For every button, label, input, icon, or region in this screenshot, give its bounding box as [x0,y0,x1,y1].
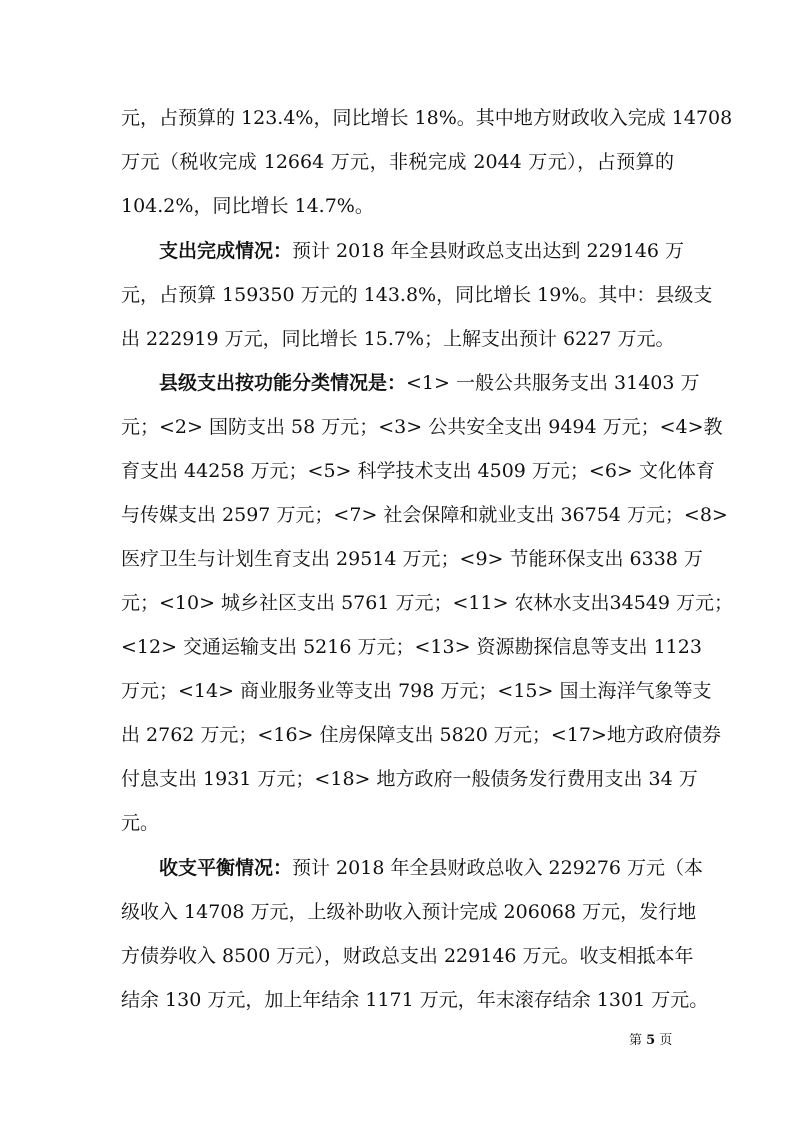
page-footer [629,1032,672,1050]
paragraph-2-line-3: 出 222919 万元，同比增长 15.7%；上解支出预计 6227 万元。 [121,328,675,350]
section-label-expenditure: 支出完成情况： [159,240,293,262]
paragraph-4-line-3: 方债券收入 8500 万元），财政总支出 229146 万元。收支相抵本年 [121,945,694,967]
paragraph-3-line-2: 元；<2> 国防支出 58 万元；<3> 公共安全支出 9494 万元；<4>教 [121,416,723,438]
paragraph-1-line-2: 万元（税收完成 12664 万元，非税完成 2044 万元），占预算的 [121,151,674,173]
paragraph-3-line-1 [159,370,700,396]
paragraph-4-line-2: 级收入 14708 万元，上级补助收入预计完成 206068 万元，发行地 [121,901,697,923]
paragraph-3-line-3: 育支出 44258 万元；<5> 科学技术支出 4509 万元；<6> 文化体育 [121,460,715,482]
paragraph-4-line-1-text: 预计 2018 年全县财政总收入 229276 万元（本 [292,857,704,879]
paragraph-2-line-1 [159,238,685,264]
footer-prefix: 第 [629,1033,643,1048]
paragraph-3-line-4: 与传媒支出 2597 万元；<7> 社会保障和就业支出 36754 万元；<8> [121,504,728,526]
paragraph-4-line-1 [159,855,704,881]
paragraph-3-line-11: 元。 [121,812,160,834]
paragraph-2-line-2: 元，占预算 159350 万元的 143.8%，同比增长 19%。其中：县级支 [121,284,713,306]
paragraph-3-line-9: 出 2762 万元；<16> 住房保障支出 5820 万元；<17>地方政府债券 [121,724,721,746]
paragraph-3-line-1-text: <1> 一般公共服务支出 31403 万 [406,372,700,394]
footer-suffix: 页 [659,1033,673,1048]
paragraph-3-line-6: 元；<10> 城乡社区支出 5761 万元；<11> 农林水支出34549 万元； [121,592,734,614]
paragraph-3-line-5: 医疗卫生与计划生育支出 29514 万元；<9> 节能环保支出 6338 万 [121,548,703,570]
paragraph-3-line-8: 万元；<14> 商业服务业等支出 798 万元；<15> 国土海洋气象等支 [121,680,712,702]
section-label-balance: 收支平衡情况： [159,857,293,879]
paragraph-3-line-7: <12> 交通运输支出 5216 万元；<13> 资源勘探信息等支出 1123 [121,636,702,658]
paragraph-3-line-10: 付息支出 1931 万元；<18> 地方政府一般债务发行费用支出 34 万 [121,768,698,790]
paragraph-1-line-3: 104.2%，同比增长 14.7%。 [121,195,374,217]
page-number: 5 [646,1033,656,1048]
paragraph-4-line-4: 结余 130 万元，加上年结余 1171 万元，年末滚存结余 1301 万元。 [121,989,709,1011]
paragraph-1-line-1: 元，占预算的 123.4%，同比增长 18%。其中地方财政收入完成 14708 [121,107,733,129]
section-label-functional-classification: 县级支出按功能分类情况是： [159,372,407,394]
paragraph-2-line-1-text: 预计 2018 年全县财政总支出达到 229146 万 [292,240,685,262]
